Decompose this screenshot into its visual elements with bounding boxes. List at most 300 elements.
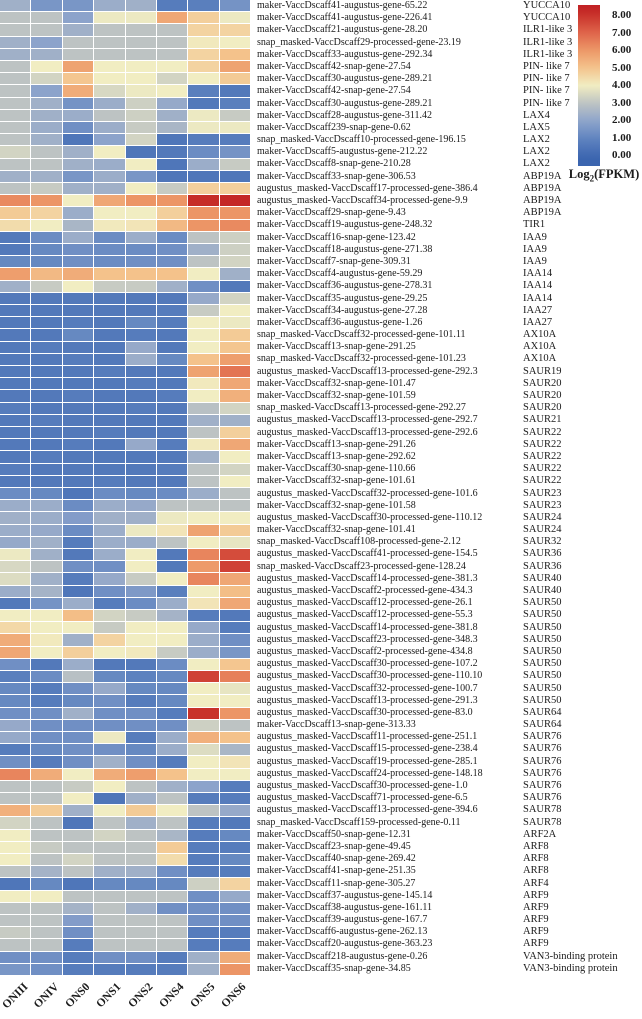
gene-name-label: LAX5 [523, 121, 550, 133]
gene-id-label: maker-VaccDscaff20-augustus-gene-363.23 [257, 938, 433, 950]
heatmap-cell [31, 256, 61, 267]
gene-name-label: SAUR76 [523, 767, 562, 779]
gene-id-label: snap_masked-VaccDscaff10-processed-gene-196.15 [257, 134, 466, 146]
gene-name-label: SAUR76 [523, 743, 562, 755]
heatmap-cell [63, 671, 93, 682]
heatmap-cell [220, 293, 250, 304]
heatmap-cell [188, 122, 218, 133]
colorbar-tick-label: 3.00 [612, 96, 632, 109]
heatmap-cell [220, 12, 250, 23]
heatmap-cell [157, 744, 187, 755]
heatmap-cell [220, 37, 250, 48]
heatmap-cell [220, 647, 250, 658]
heatmap-cell [0, 549, 30, 560]
heatmap-cell [0, 647, 30, 658]
heatmap-cell [31, 610, 61, 621]
heatmap-cell [126, 708, 156, 719]
colorbar-title-rest: (FPKM) [594, 167, 640, 181]
heatmap-cell [126, 488, 156, 499]
gene-id-label: augustus_masked-VaccDscaff12-processed-gene-55.3 [257, 609, 473, 621]
heatmap-cell [220, 561, 250, 572]
heatmap-cell [31, 134, 61, 145]
heatmap-cell [157, 146, 187, 157]
heatmap-cell [126, 415, 156, 426]
heatmap-cell [220, 817, 250, 828]
heatmap-cell [188, 281, 218, 292]
heatmap-cell [0, 586, 30, 597]
heatmap-cell [0, 488, 30, 499]
heatmap-cell [0, 561, 30, 572]
heatmap-cell [157, 488, 187, 499]
heatmap-cell [94, 891, 124, 902]
heatmap-cell [63, 232, 93, 243]
heatmap-cell [157, 366, 187, 377]
heatmap-cell [94, 354, 124, 365]
heatmap-cell [94, 464, 124, 475]
heatmap-cell [220, 281, 250, 292]
heatmap-cell [157, 329, 187, 340]
heatmap-cell [0, 427, 30, 438]
heatmap-cell [126, 915, 156, 926]
gene-id-label: augustus_masked-VaccDscaff24-processed-gene-148.18 [257, 767, 483, 779]
heatmap-cell [126, 293, 156, 304]
gene-id-label: augustus_masked-VaccDscaff30-processed-gene-1.0 [257, 780, 468, 791]
heatmap-cell [94, 73, 124, 84]
heatmap-cell [188, 830, 218, 841]
gene-id-column [257, 0, 513, 975]
heatmap-cell [31, 220, 61, 231]
gene-name-label: IAA9 [523, 243, 547, 255]
heatmap-cell [220, 622, 250, 633]
heatmap-cell [188, 622, 218, 633]
heatmap-cell [220, 220, 250, 231]
heatmap-cell [63, 708, 93, 719]
heatmap-cell [126, 12, 156, 23]
heatmap-cell [126, 744, 156, 755]
heatmap-cell [126, 49, 156, 60]
heatmap-cell [157, 512, 187, 523]
heatmap-cell [63, 12, 93, 23]
heatmap-cell [188, 525, 218, 536]
heatmap-cell [31, 598, 61, 609]
heatmap-cell [220, 390, 250, 401]
heatmap-cell [157, 866, 187, 877]
heatmap-cell [157, 586, 187, 597]
gene-id-label: maker-VaccDscaff13-snap-gene-313.33 [257, 719, 416, 731]
heatmap-cell [188, 647, 218, 658]
gene-id-label: maker-VaccDscaff35-augustus-gene-29.25 [257, 292, 428, 304]
heatmap-cell [126, 634, 156, 645]
gene-name-label: LAX2 [523, 158, 550, 170]
heatmap-cell [94, 549, 124, 560]
heatmap-cell [94, 744, 124, 755]
heatmap-cell [220, 525, 250, 536]
heatmap-cell [157, 61, 187, 72]
gene-id-label: maker-VaccDscaff28-augustus-gene-311.42 [257, 109, 433, 121]
heatmap-cell [63, 427, 93, 438]
heatmap-cell [220, 146, 250, 157]
gene-id-label: maker-VaccDscaff41-augustus-gene-65.22 [257, 0, 428, 11]
heatmap-cell [220, 683, 250, 694]
heatmap-cell [188, 232, 218, 243]
gene-id-label: maker-VaccDscaff35-snap-gene-34.85 [257, 962, 411, 974]
heatmap-cell [63, 927, 93, 938]
gene-id-label: augustus_masked-VaccDscaff30-processed-gene-83.0 [257, 706, 473, 718]
colorbar-tick-label: 8.00 [612, 9, 632, 21]
heatmap-cell [94, 329, 124, 340]
heatmap-cell [63, 744, 93, 755]
heatmap-cell [157, 598, 187, 609]
heatmap-cell [31, 207, 61, 218]
heatmap-cell [126, 927, 156, 938]
heatmap-cell [0, 610, 30, 621]
heatmap-cell [188, 146, 218, 157]
heatmap-cell [157, 671, 187, 682]
heatmap-cell [0, 952, 30, 963]
gene-id-label: augustus_masked-VaccDscaff23-processed-gene-348.3 [257, 633, 478, 645]
heatmap-cell [0, 134, 30, 145]
heatmap-cell [31, 293, 61, 304]
heatmap-cell [63, 85, 93, 96]
heatmap-cell [31, 793, 61, 804]
heatmap-cell [31, 878, 61, 889]
gene-name-label: SAUR24 [523, 524, 562, 536]
heatmap-cell [0, 378, 30, 389]
column-label: ONS4 [157, 981, 187, 1011]
heatmap-cell [31, 110, 61, 121]
heatmap-cell [31, 37, 61, 48]
heatmap-cell [157, 171, 187, 182]
heatmap-cell [126, 37, 156, 48]
heatmap-cell [157, 549, 187, 560]
heatmap-cell [31, 329, 61, 340]
gene-name-label: IAA9 [523, 231, 547, 243]
heatmap-cell [220, 207, 250, 218]
gene-id-label: snap_masked-VaccDscaff32-processed-gene-101.23 [257, 353, 466, 365]
heatmap-cell [31, 512, 61, 523]
heatmap-cell [157, 878, 187, 889]
heatmap-cell [188, 915, 218, 926]
heatmap-cell [157, 12, 187, 23]
heatmap-cell [31, 390, 61, 401]
heatmap-cell [188, 220, 218, 231]
heatmap-cell [0, 342, 30, 353]
heatmap-cell [188, 12, 218, 23]
heatmap-cell [63, 61, 93, 72]
heatmap-cell [94, 647, 124, 658]
gene-name-label: SAUR50 [523, 670, 562, 682]
heatmap-cell [188, 537, 218, 548]
heatmap-cell [188, 317, 218, 328]
heatmap-cell [94, 403, 124, 414]
gene-name-label: ARF8 [523, 853, 549, 865]
gene-id-label: maker-VaccDscaff30-snap-gene-110.66 [257, 463, 416, 475]
heatmap-cell [157, 695, 187, 706]
heatmap-cell [188, 415, 218, 426]
heatmap-cell [157, 964, 187, 975]
heatmap-cell [157, 464, 187, 475]
gene-id-label: augustus_masked-VaccDscaff13-processed-gene-292.7 [257, 414, 478, 426]
gene-name-label: SAUR40 [523, 585, 562, 596]
heatmap-cell [63, 903, 93, 914]
heatmap-cell [0, 915, 30, 926]
heatmap-cell [126, 342, 156, 353]
heatmap-cell [157, 610, 187, 621]
heatmap-cell [126, 952, 156, 963]
heatmap-cell [94, 476, 124, 487]
heatmap-cell [126, 512, 156, 523]
gene-name-label: IAA14 [523, 292, 553, 304]
heatmap-cell [31, 464, 61, 475]
gene-name-label: PIN- like 7 [523, 85, 570, 97]
heatmap-cell [94, 12, 124, 23]
heatmap-cell [0, 85, 30, 96]
heatmap-cell [126, 98, 156, 109]
gene-id-label: augustus_masked-VaccDscaff30-processed-gene-110.10 [257, 670, 483, 682]
heatmap-cell [220, 634, 250, 645]
heatmap-cell [0, 37, 30, 48]
heatmap-cell [0, 24, 30, 35]
heatmap-cell [94, 964, 124, 975]
gene-name-label: VAN3-binding protein [523, 950, 618, 962]
heatmap-cell [63, 476, 93, 487]
heatmap-cell [94, 134, 124, 145]
heatmap-cell [220, 732, 250, 743]
heatmap-cell [220, 256, 250, 267]
heatmap-cell [94, 451, 124, 462]
gene-id-label: maker-VaccDscaff32-snap-gene-101.47 [257, 377, 416, 389]
heatmap-cell [126, 573, 156, 584]
heatmap-cell [31, 427, 61, 438]
heatmap-cell [0, 525, 30, 536]
gene-id-label: maker-VaccDscaff36-augustus-gene-278.31 [257, 280, 433, 292]
heatmap-cell [188, 207, 218, 218]
heatmap-cell [63, 537, 93, 548]
heatmap-cell [0, 720, 30, 731]
heatmap-cell [31, 159, 61, 170]
heatmap-cell [63, 720, 93, 731]
heatmap-cell [63, 49, 93, 60]
heatmap-cell [31, 817, 61, 828]
heatmap-cell [31, 195, 61, 206]
heatmap-cell [0, 634, 30, 645]
heatmap-cell [63, 805, 93, 816]
gene-name-label: ILR1-like 3 [523, 24, 573, 36]
gene-name-label: SAUR50 [523, 621, 562, 633]
heatmap-cell [157, 793, 187, 804]
gene-id-label: maker-VaccDscaff42-snap-gene-27.54 [257, 60, 411, 72]
heatmap-cell [126, 207, 156, 218]
heatmap-cell [0, 512, 30, 523]
heatmap-cell [188, 195, 218, 206]
heatmap-cell [63, 561, 93, 572]
heatmap-cell [31, 281, 61, 292]
heatmap-cell [94, 805, 124, 816]
heatmap-cell [0, 293, 30, 304]
heatmap-cell [0, 98, 30, 109]
heatmap-cell [126, 891, 156, 902]
heatmap-cell [126, 171, 156, 182]
heatmap-cell [63, 378, 93, 389]
heatmap-cell [63, 695, 93, 706]
gene-name-label: ARF8 [523, 840, 549, 852]
heatmap-cell [157, 708, 187, 719]
gene-id-label: augustus_masked-VaccDscaff13-processed-gene-394.6 [257, 804, 478, 816]
heatmap-cell [157, 854, 187, 865]
gene-name-label: PIN- like 7 [523, 73, 570, 85]
gene-name-label: SAUR23 [523, 499, 562, 511]
gene-name-label: ILR1-like 3 [523, 36, 573, 48]
heatmap-cell [220, 342, 250, 353]
gene-name-label: IAA9 [523, 255, 547, 267]
heatmap-cell [31, 24, 61, 35]
gene-id-label: maker-VaccDscaff41-augustus-gene-226.41 [257, 12, 433, 24]
heatmap-cell [126, 464, 156, 475]
gene-name-label: LAX2 [523, 134, 550, 146]
heatmap-cell [0, 708, 30, 719]
heatmap-cell [220, 183, 250, 194]
heatmap-cell [126, 549, 156, 560]
gene-name-label: SAUR22 [523, 450, 562, 462]
heatmap-cell [0, 598, 30, 609]
gene-name-label: PIN- like 7 [523, 60, 570, 72]
heatmap-cell [220, 878, 250, 889]
gene-id-label: augustus_masked-VaccDscaff14-processed-gene-381.8 [257, 621, 478, 633]
heatmap-cell [126, 232, 156, 243]
gene-id-label: augustus_masked-VaccDscaff19-processed-gene-285.1 [257, 755, 478, 767]
heatmap-cell [220, 781, 250, 792]
heatmap-cell [94, 525, 124, 536]
heatmap-cell [188, 793, 218, 804]
heatmap-cell [63, 622, 93, 633]
gene-id-label: maker-VaccDscaff50-snap-gene-12.31 [257, 828, 411, 840]
heatmap-cell [157, 525, 187, 536]
heatmap-cell [126, 122, 156, 133]
heatmap-cell [0, 268, 30, 279]
heatmap-cell [157, 0, 187, 11]
heatmap-cell [126, 439, 156, 450]
heatmap-cell [0, 305, 30, 316]
heatmap-cell [188, 390, 218, 401]
heatmap-cell [188, 293, 218, 304]
heatmap-cell [0, 183, 30, 194]
gene-id-label: augustus_masked-VaccDscaff13-processed-gene-292.6 [257, 426, 478, 438]
heatmap-cell [94, 512, 124, 523]
heatmap-cell [31, 622, 61, 633]
heatmap-cell [31, 805, 61, 816]
heatmap-cell [63, 598, 93, 609]
heatmap-cell [94, 769, 124, 780]
heatmap-cell [188, 512, 218, 523]
heatmap-cell [0, 781, 30, 792]
heatmap-cell [31, 634, 61, 645]
heatmap-cell [157, 232, 187, 243]
gene-name-label: TIR1 [523, 219, 546, 231]
heatmap-cell [63, 464, 93, 475]
heatmap-cell [63, 781, 93, 792]
heatmap-cell [157, 403, 187, 414]
gene-id-label: maker-VaccDscaff30-augustus-gene-289.21 [257, 97, 433, 109]
heatmap-cell [0, 769, 30, 780]
heatmap-cell [126, 854, 156, 865]
heatmap-cell [63, 390, 93, 401]
heatmap-cell [126, 659, 156, 670]
heatmap-cell [188, 159, 218, 170]
gene-id-label: maker-VaccDscaff33-augustus-gene-292.34 [257, 48, 433, 60]
heatmap-cell [31, 366, 61, 377]
heatmap-cell [63, 98, 93, 109]
heatmap-cell [126, 256, 156, 267]
gene-id-label: maker-VaccDscaff7-snap-gene-309.31 [257, 255, 411, 267]
gene-name-label: SAUR76 [523, 792, 562, 804]
heatmap-cell [0, 281, 30, 292]
heatmap-cell [126, 427, 156, 438]
heatmap-cell [220, 98, 250, 109]
heatmap-cell [157, 110, 187, 121]
column-label: ONS0 [63, 981, 93, 1011]
heatmap-cell [126, 354, 156, 365]
heatmap-cell [157, 37, 187, 48]
heatmap-cell [63, 500, 93, 511]
heatmap-cell [63, 756, 93, 767]
heatmap-cell [0, 622, 30, 633]
gene-name-label: VAN3-binding protein [523, 962, 618, 974]
heatmap-cell [31, 549, 61, 560]
heatmap-cell [188, 49, 218, 60]
heatmap-cell [157, 354, 187, 365]
heatmap-cell [31, 647, 61, 658]
heatmap-cell [126, 244, 156, 255]
heatmap-cell [126, 390, 156, 401]
colorbar-tick-label: 1.00 [612, 131, 632, 144]
heatmap-cell [157, 720, 187, 731]
heatmap-cell [188, 378, 218, 389]
heatmap-cell [220, 378, 250, 389]
gene-name-label: SAUR50 [523, 633, 562, 645]
heatmap-cell [188, 439, 218, 450]
gene-name-label: SAUR22 [523, 475, 562, 487]
heatmap-cell [157, 415, 187, 426]
heatmap-cell [0, 817, 30, 828]
heatmap-cell [188, 37, 218, 48]
heatmap-cell [220, 842, 250, 853]
gene-name-label: ARF9 [523, 938, 549, 950]
heatmap-cell [63, 366, 93, 377]
gene-id-label: maker-VaccDscaff42-snap-gene-27.54 [257, 85, 411, 97]
heatmap-cell [63, 354, 93, 365]
heatmap-cell [94, 927, 124, 938]
heatmap-cell [0, 573, 30, 584]
heatmap-cell [126, 720, 156, 731]
heatmap-cell [31, 769, 61, 780]
heatmap-cell [157, 451, 187, 462]
heatmap-cell [188, 476, 218, 487]
gene-id-label: snap_masked-VaccDscaff13-processed-gene-292.27 [257, 402, 466, 414]
heatmap-cell [31, 49, 61, 60]
heatmap-cell [220, 598, 250, 609]
heatmap-cell [0, 220, 30, 231]
heatmap-cell [188, 952, 218, 963]
heatmap-cell [63, 586, 93, 597]
heatmap-cell [94, 110, 124, 121]
heatmap-cell [220, 610, 250, 621]
heatmap-cell [220, 403, 250, 414]
heatmap-cell [0, 244, 30, 255]
heatmap-cell [94, 671, 124, 682]
heatmap-cell [0, 415, 30, 426]
gene-name-label: ABP19A [523, 170, 562, 182]
heatmap-cell [188, 756, 218, 767]
